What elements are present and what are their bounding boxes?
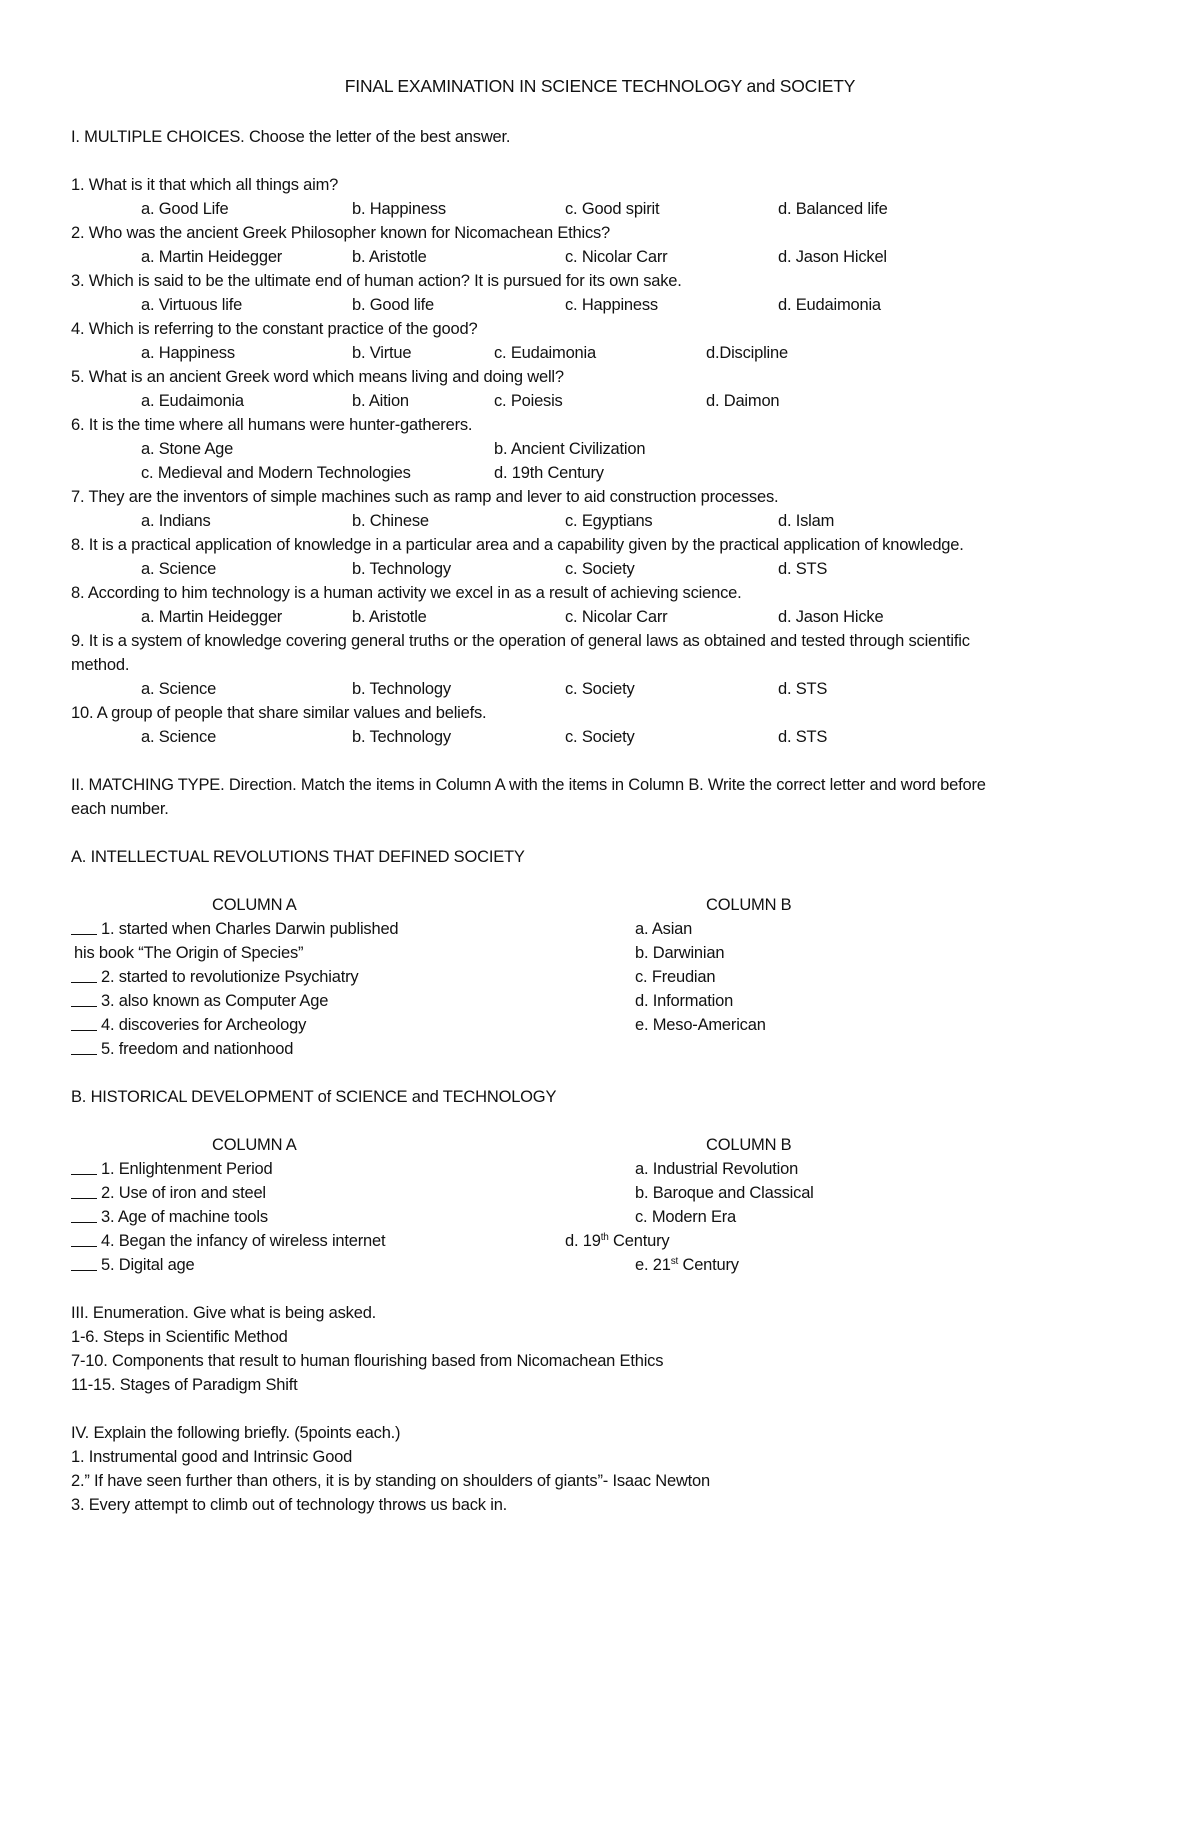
part4-heading: IV. Explain the following briefly. (5points each.) bbox=[71, 1424, 401, 1442]
q8b-choice-b: b. Aristotle bbox=[352, 608, 427, 626]
section-a-column-b-header: COLUMN B bbox=[706, 896, 792, 914]
enumeration-item-1: 1-6. Steps in Scientific Method bbox=[71, 1328, 288, 1346]
q2-choice-a: a. Martin Heidegger bbox=[141, 248, 283, 266]
section-a-item-3: 3. also known as Computer Age bbox=[71, 990, 328, 1012]
section-a-option-b: b. Darwinian bbox=[635, 944, 725, 962]
q10-choice-c: c. Society bbox=[565, 728, 635, 746]
q1-choice-c: c. Good spirit bbox=[565, 200, 660, 218]
part1-heading: I. MULTIPLE CHOICES. Choose the letter of the best answer. bbox=[71, 128, 511, 146]
section-a-item-1-cont: his book “The Origin of Species” bbox=[74, 944, 304, 962]
explain-item-1: 1. Instrumental good and Intrinsic Good bbox=[71, 1448, 353, 1466]
q10-choice-b: b. Technology bbox=[352, 728, 451, 746]
q7-choice-a: a. Indians bbox=[141, 512, 211, 530]
q3-choice-b: b. Good life bbox=[352, 296, 434, 314]
question-3: 3. Which is said to be the ultimate end of human action? It is pursued for its own sake. bbox=[71, 272, 682, 290]
q9-choice-d: d. STS bbox=[778, 680, 828, 698]
q9-choice-b: b. Technology bbox=[352, 680, 451, 698]
q8b-choice-d: d. Jason Hicke bbox=[778, 608, 884, 626]
answer-blank[interactable] bbox=[71, 920, 97, 935]
question-6: 6. It is the time where all humans were hunter-gatherers. bbox=[71, 416, 473, 434]
section-b-option-d: d. 19th Century bbox=[565, 1232, 670, 1250]
q5-choice-c: c. Poiesis bbox=[494, 392, 563, 410]
section-a-heading: A. INTELLECTUAL REVOLUTIONS THAT DEFINED SOCIETY bbox=[71, 848, 525, 866]
enumeration-item-2: 7-10. Components that result to human flourishing based from Nicomachean Ethics bbox=[71, 1352, 664, 1370]
explain-item-3: 3. Every attempt to climb out of technology throws us back in. bbox=[71, 1496, 508, 1514]
q6-choice-a: a. Stone Age bbox=[141, 440, 234, 458]
question-10: 10. A group of people that share similar values and beliefs. bbox=[71, 704, 487, 722]
q2-choice-c: c. Nicolar Carr bbox=[565, 248, 668, 266]
q10-choice-a: a. Science bbox=[141, 728, 217, 746]
section-b-option-c: c. Modern Era bbox=[635, 1208, 737, 1226]
q1-choice-d: d. Balanced life bbox=[778, 200, 888, 218]
question-5: 5. What is an ancient Greek word which means living and doing well? bbox=[71, 368, 564, 386]
section-b-column-a-header: COLUMN A bbox=[212, 1136, 297, 1154]
q9-choice-c: c. Society bbox=[565, 680, 635, 698]
q8b-choice-a: a. Martin Heidegger bbox=[141, 608, 283, 626]
question-8b: 8. According to him technology is a human activity we excel in as a result of achieving science. bbox=[71, 584, 742, 602]
q4-choice-a: a. Happiness bbox=[141, 344, 235, 362]
section-b-option-e: e. 21st Century bbox=[635, 1256, 739, 1274]
q2-choice-d: d. Jason Hickel bbox=[778, 248, 887, 266]
section-b-option-a: a. Industrial Revolution bbox=[635, 1160, 799, 1178]
section-b-column-b-header: COLUMN B bbox=[706, 1136, 792, 1154]
section-b-item-3: 3. Age of machine tools bbox=[71, 1206, 268, 1228]
q1-choice-a: a. Good Life bbox=[141, 200, 229, 218]
section-a-option-a: a. Asian bbox=[635, 920, 693, 938]
enumeration-item-3: 11-15. Stages of Paradigm Shift bbox=[71, 1376, 298, 1394]
section-a-option-e: e. Meso-American bbox=[635, 1016, 766, 1034]
section-a-option-d: d. Information bbox=[635, 992, 734, 1010]
q4-choice-b: b. Virtue bbox=[352, 344, 412, 362]
exam-title: FINAL EXAMINATION IN SCIENCE TECHNOLOGY and SOCIETY bbox=[344, 76, 856, 96]
question-1: 1. What is it that which all things aim? bbox=[71, 176, 339, 194]
q3-choice-d: d. Eudaimonia bbox=[778, 296, 881, 314]
section-a-item-2: 2. started to revolutionize Psychiatry bbox=[71, 966, 358, 988]
q8-choice-d: d. STS bbox=[778, 560, 828, 578]
q7-choice-d: d. Islam bbox=[778, 512, 835, 530]
q6-choice-d: d. 19th Century bbox=[494, 464, 604, 482]
q3-choice-a: a. Virtuous life bbox=[141, 296, 243, 314]
q8b-choice-c: c. Nicolar Carr bbox=[565, 608, 668, 626]
section-b-item-1: 1. Enlightenment Period bbox=[71, 1158, 273, 1180]
q2-choice-b: b. Aristotle bbox=[352, 248, 427, 266]
q7-choice-b: b. Chinese bbox=[352, 512, 429, 530]
section-b-heading: B. HISTORICAL DEVELOPMENT of SCIENCE and TECHNOLOGY bbox=[71, 1088, 557, 1106]
section-a-item-4: 4. discoveries for Archeology bbox=[71, 1014, 306, 1036]
answer-blank[interactable] bbox=[71, 1016, 97, 1031]
answer-blank[interactable] bbox=[71, 992, 97, 1007]
q1-choice-b: b. Happiness bbox=[352, 200, 446, 218]
question-7: 7. They are the inventors of simple machines such as ramp and lever to aid construction processes. bbox=[71, 488, 779, 506]
explain-item-2: 2.” If have seen further than others, it is by standing on shoulders of giants”- Isaac Newton bbox=[71, 1472, 711, 1490]
answer-blank[interactable] bbox=[71, 1256, 97, 1271]
q4-choice-d: d.Discipline bbox=[706, 344, 788, 362]
q10-choice-d: d. STS bbox=[778, 728, 828, 746]
section-b-item-5: 5. Digital age bbox=[71, 1254, 195, 1276]
q3-choice-c: c. Happiness bbox=[565, 296, 658, 314]
q7-choice-c: c. Egyptians bbox=[565, 512, 653, 530]
section-b-option-b: b. Baroque and Classical bbox=[635, 1184, 814, 1202]
section-a-column-a-header: COLUMN A bbox=[212, 896, 297, 914]
question-2: 2. Who was the ancient Greek Philosopher known for Nicomachean Ethics? bbox=[71, 224, 611, 242]
q5-choice-b: b. Aition bbox=[352, 392, 409, 410]
section-a-option-c: c. Freudian bbox=[635, 968, 716, 986]
section-a-item-5: 5. freedom and nationhood bbox=[71, 1038, 293, 1060]
q5-choice-d: d. Daimon bbox=[706, 392, 780, 410]
section-b-item-2: 2. Use of iron and steel bbox=[71, 1182, 266, 1204]
q6-choice-b: b. Ancient Civilization bbox=[494, 440, 646, 458]
q5-choice-a: a. Eudaimonia bbox=[141, 392, 244, 410]
q8-choice-a: a. Science bbox=[141, 560, 217, 578]
answer-blank[interactable] bbox=[71, 1232, 97, 1247]
answer-blank[interactable] bbox=[71, 1184, 97, 1199]
q8-choice-b: b. Technology bbox=[352, 560, 451, 578]
q9-choice-a: a. Science bbox=[141, 680, 217, 698]
part2-heading-cont: each number. bbox=[71, 800, 169, 818]
section-a-item-1: 1. started when Charles Darwin published bbox=[71, 918, 398, 940]
question-8: 8. It is a practical application of knowledge in a particular area and a capability given by the practical application of knowledge. bbox=[71, 536, 964, 554]
part3-heading: III. Enumeration. Give what is being asked. bbox=[71, 1304, 377, 1322]
q6-choice-c: c. Medieval and Modern Technologies bbox=[141, 464, 411, 482]
part2-heading: II. MATCHING TYPE. Direction. Match the items in Column A with the items in Column B. Write the correct letter and word before bbox=[71, 776, 986, 794]
question-9: 9. It is a system of knowledge covering general truths or the operation of general laws as obtained and tested through scientific bbox=[71, 632, 970, 650]
answer-blank[interactable] bbox=[71, 1040, 97, 1055]
question-9-cont: method. bbox=[71, 656, 130, 674]
answer-blank[interactable] bbox=[71, 968, 97, 983]
q4-choice-c: c. Eudaimonia bbox=[494, 344, 596, 362]
answer-blank[interactable] bbox=[71, 1160, 97, 1175]
q8-choice-c: c. Society bbox=[565, 560, 635, 578]
answer-blank[interactable] bbox=[71, 1208, 97, 1223]
section-b-item-4: 4. Began the infancy of wireless internet bbox=[71, 1230, 385, 1252]
question-4: 4. Which is referring to the constant practice of the good? bbox=[71, 320, 478, 338]
